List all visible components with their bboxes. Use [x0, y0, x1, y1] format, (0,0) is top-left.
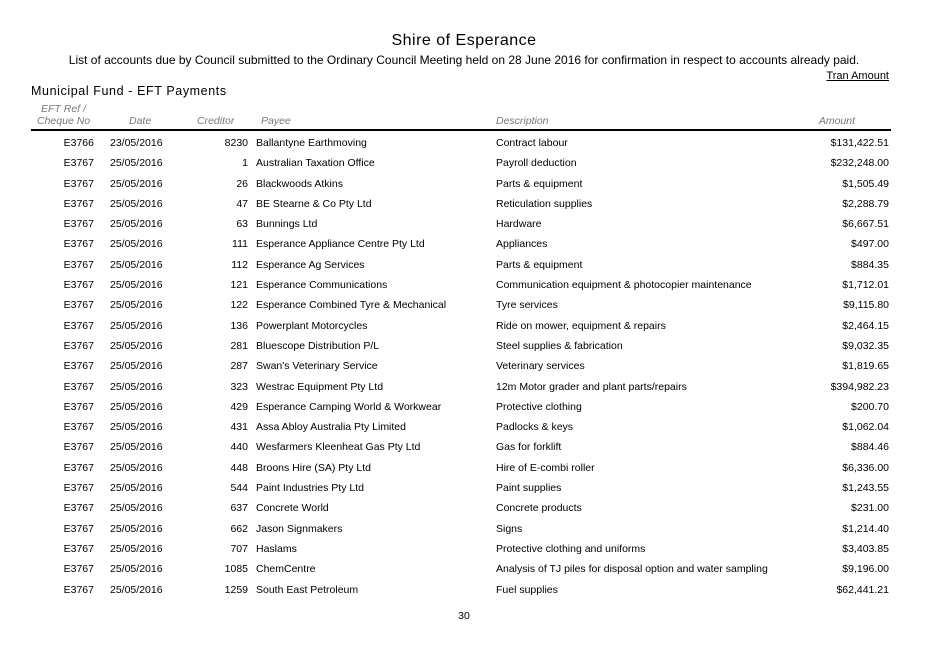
date-cell: 25/05/2016	[110, 339, 163, 352]
payee-cell: Esperance Combined Tyre & Mechanical	[256, 299, 447, 312]
amount-cell: $9,115.80	[843, 299, 889, 312]
col-header-payee: Payee	[261, 115, 291, 127]
description-cell: Ride on mower, equipment & repairs	[496, 319, 666, 332]
eft-ref-cell: E3767	[63, 319, 94, 332]
date-cell: 25/05/2016	[110, 482, 163, 495]
creditor-cell: 8230	[224, 137, 248, 149]
col-header-creditor: Creditor	[197, 115, 235, 127]
payee-cell: South East Petroleum	[256, 583, 359, 596]
creditor-cell: 323	[230, 380, 248, 393]
date-cell: 25/05/2016	[110, 299, 163, 312]
amount-cell: $2,464.15	[842, 319, 889, 332]
description-cell: Gas for forklift	[496, 441, 562, 454]
payee-cell: Esperance Communications	[256, 279, 388, 292]
payee-cell: Esperance Ag Services	[256, 258, 365, 271]
amount-cell: $497.00	[851, 238, 889, 251]
eft-ref-cell: E3767	[63, 157, 94, 170]
description-cell: Signs	[496, 522, 523, 535]
eft-ref-cell: E3767	[63, 482, 94, 495]
description-cell: Veterinary services	[496, 360, 585, 373]
table-row	[0, 235, 928, 255]
table-row	[0, 256, 928, 276]
table-row	[0, 479, 928, 499]
payee-cell: Broons Hire (SA) Pty Ltd	[256, 461, 371, 474]
eft-ref-cell: E3767	[63, 339, 94, 352]
amount-cell: $1,712.01	[842, 279, 889, 292]
table-row	[0, 378, 928, 398]
eft-ref-cell: E3767	[63, 197, 94, 210]
table-row	[0, 499, 928, 519]
table-row	[0, 459, 928, 479]
payee-cell: BE Stearne & Co Pty Ltd	[256, 197, 372, 210]
table-row	[0, 520, 928, 540]
payee-cell: Ballantyne Earthmoving	[256, 137, 367, 149]
payee-cell: Powerplant Motorcycles	[256, 319, 368, 332]
amount-cell: $6,336.00	[842, 461, 889, 474]
payee-cell: Paint Industries Pty Ltd	[256, 482, 364, 495]
table-row	[0, 581, 928, 601]
date-cell: 25/05/2016	[110, 380, 163, 393]
eft-ref-cell: E3767	[63, 279, 94, 292]
date-cell: 25/05/2016	[110, 522, 163, 535]
creditor-cell: 637	[230, 502, 248, 515]
section-heading: Municipal Fund - EFT Payments	[31, 84, 227, 98]
creditor-cell: 1085	[224, 563, 248, 576]
description-cell: Paint supplies	[496, 482, 562, 495]
eft-ref-cell: E3767	[63, 522, 94, 535]
table-row	[0, 560, 928, 580]
creditor-cell: 112	[231, 258, 248, 271]
page-number: 30	[458, 610, 470, 622]
eft-ref-cell: E3767	[63, 421, 94, 434]
date-cell: 25/05/2016	[110, 400, 163, 413]
payee-cell: Esperance Camping World & Workwear	[256, 400, 442, 413]
eft-ref-cell: E3767	[63, 563, 94, 576]
table-row	[0, 296, 928, 316]
creditor-cell: 448	[230, 461, 248, 474]
date-cell: 25/05/2016	[110, 238, 163, 251]
col-header-ref-line2: Cheque No	[37, 115, 91, 127]
col-header-description: Description	[496, 115, 549, 127]
description-cell: Appliances	[496, 238, 548, 251]
table-row	[0, 418, 928, 438]
amount-cell: $1,505.49	[842, 177, 889, 190]
description-cell: Protective clothing and uniforms	[496, 542, 646, 555]
creditor-cell: 1	[242, 157, 248, 170]
table-row	[0, 134, 928, 154]
creditor-cell: 121	[230, 279, 248, 292]
payee-cell: Blackwoods Atkins	[256, 177, 343, 190]
creditor-cell: 136	[230, 319, 248, 332]
date-cell: 25/05/2016	[110, 441, 163, 454]
amount-cell: $232,248.00	[830, 157, 889, 170]
date-cell: 25/05/2016	[110, 542, 163, 555]
table-row	[0, 438, 928, 458]
creditor-cell: 63	[236, 218, 248, 231]
description-cell: Protective clothing	[496, 400, 582, 413]
amount-cell: $1,062.04	[842, 421, 889, 434]
date-cell: 25/05/2016	[110, 157, 163, 170]
amount-cell: $9,032.35	[842, 339, 889, 352]
eft-ref-cell: E3767	[63, 461, 94, 474]
description-cell: Analysis of TJ piles for disposal option and water sampling	[496, 563, 768, 576]
header-rule	[31, 129, 891, 131]
payee-cell: Concrete World	[256, 502, 329, 515]
amount-cell: $9,196.00	[842, 563, 889, 576]
description-cell: Steel supplies & fabrication	[496, 339, 623, 352]
creditor-cell: 281	[230, 339, 248, 352]
amount-cell: $6,667.51	[842, 218, 889, 231]
table-row	[0, 175, 928, 195]
date-cell: 25/05/2016	[110, 563, 163, 576]
eft-ref-cell: E3766	[63, 137, 94, 149]
table-row	[0, 317, 928, 337]
payee-cell: Esperance Appliance Centre Pty Ltd	[256, 238, 425, 251]
creditor-cell: 662	[230, 522, 248, 535]
date-cell: 25/05/2016	[110, 319, 163, 332]
table-row	[0, 337, 928, 357]
payee-cell: Wesfarmers Kleenheat Gas Pty Ltd	[256, 441, 421, 454]
table-row	[0, 195, 928, 215]
amount-cell: $62,441.21	[836, 583, 889, 596]
description-cell: Parts & equipment	[496, 258, 583, 271]
amount-cell: $1,243.55	[842, 482, 889, 495]
payee-cell: Bluescope Distribution P/L	[256, 339, 380, 352]
table-row	[0, 276, 928, 296]
description-cell: Payroll deduction	[496, 157, 577, 170]
report-subtitle: List of accounts due by Council submitted to the Ordinary Council Meeting held on 28 June 2016 for confirmation in respect to accounts already paid.	[68, 53, 860, 67]
eft-ref-cell: E3767	[63, 258, 94, 271]
date-cell: 25/05/2016	[110, 197, 163, 210]
amount-cell: $884.46	[851, 441, 889, 454]
date-cell: 25/05/2016	[110, 461, 163, 474]
amount-cell: $200.70	[851, 400, 889, 413]
eft-ref-cell: E3767	[63, 583, 94, 596]
tran-amount-label: Tran Amount	[826, 70, 889, 82]
date-cell: 25/05/2016	[110, 360, 163, 373]
creditor-cell: 1259	[224, 583, 248, 596]
description-cell: Hardware	[496, 218, 542, 231]
payee-cell: Swan's Veterinary Service	[256, 360, 378, 373]
amount-cell: $2,288.79	[842, 197, 889, 210]
eft-ref-cell: E3767	[63, 400, 94, 413]
creditor-cell: 111	[232, 238, 248, 251]
report-title: Shire of Esperance	[391, 32, 537, 49]
description-cell: Hire of E-combi roller	[496, 461, 595, 474]
amount-cell: $884.35	[851, 258, 889, 271]
payee-cell: Haslams	[256, 542, 297, 555]
amount-cell: $231.00	[851, 502, 889, 515]
payee-cell: Australian Taxation Office	[256, 157, 375, 170]
date-cell: 25/05/2016	[110, 218, 163, 231]
col-header-amount: Amount	[818, 115, 855, 127]
description-cell: Tyre services	[496, 299, 558, 312]
date-cell: 25/05/2016	[110, 258, 163, 271]
date-cell: 25/05/2016	[110, 583, 163, 596]
payee-cell: Assa Abloy Australia Pty Limited	[256, 421, 406, 434]
col-header-ref-line1: EFT Ref /	[41, 103, 86, 115]
date-cell: 25/05/2016	[110, 502, 163, 515]
amount-cell: $3,403.85	[842, 542, 889, 555]
eft-ref-cell: E3767	[63, 542, 94, 555]
eft-ref-cell: E3767	[63, 299, 94, 312]
eft-ref-cell: E3767	[63, 177, 94, 190]
eft-ref-cell: E3767	[63, 238, 94, 251]
amount-cell: $1,819.65	[842, 360, 889, 373]
payments-table	[0, 134, 928, 601]
creditor-cell: 707	[230, 542, 248, 555]
date-cell: 25/05/2016	[110, 421, 163, 434]
creditor-cell: 440	[230, 441, 248, 454]
payee-cell: Westrac Equipment Pty Ltd	[256, 380, 384, 393]
col-header-date: Date	[129, 115, 152, 127]
creditor-cell: 122	[230, 299, 248, 312]
creditor-cell: 26	[236, 177, 248, 190]
creditor-cell: 431	[230, 421, 248, 434]
description-cell: Communication equipment & photocopier maintenance	[496, 279, 752, 292]
description-cell: Padlocks & keys	[496, 421, 574, 434]
description-cell: 12m Motor grader and plant parts/repairs	[496, 380, 687, 393]
description-cell: Concrete products	[496, 502, 582, 515]
creditor-cell: 544	[230, 482, 248, 495]
amount-cell: $394,982.23	[830, 380, 889, 393]
eft-ref-cell: E3767	[63, 380, 94, 393]
description-cell: Reticulation supplies	[496, 197, 593, 210]
date-cell: 25/05/2016	[110, 177, 163, 190]
date-cell: 23/05/2016	[110, 137, 163, 149]
eft-ref-cell: E3767	[63, 360, 94, 373]
description-cell: Parts & equipment	[496, 177, 583, 190]
table-row	[0, 357, 928, 377]
date-cell: 25/05/2016	[110, 279, 163, 292]
table-row	[0, 540, 928, 560]
creditor-cell: 429	[230, 400, 248, 413]
amount-cell: $131,422.51	[830, 137, 889, 149]
eft-ref-cell: E3767	[63, 218, 94, 231]
table-row	[0, 154, 928, 174]
table-row	[0, 398, 928, 418]
eft-ref-cell: E3767	[63, 502, 94, 515]
description-cell: Fuel supplies	[496, 583, 558, 596]
table-row	[0, 215, 928, 235]
creditor-cell: 287	[230, 360, 248, 373]
description-cell: Contract labour	[496, 137, 568, 149]
payee-cell: ChemCentre	[256, 563, 316, 576]
creditor-cell: 47	[236, 197, 248, 210]
payee-cell: Jason Signmakers	[256, 522, 343, 535]
amount-cell: $1,214.40	[842, 522, 889, 535]
payee-cell: Bunnings Ltd	[256, 218, 318, 231]
eft-ref-cell: E3767	[63, 441, 94, 454]
